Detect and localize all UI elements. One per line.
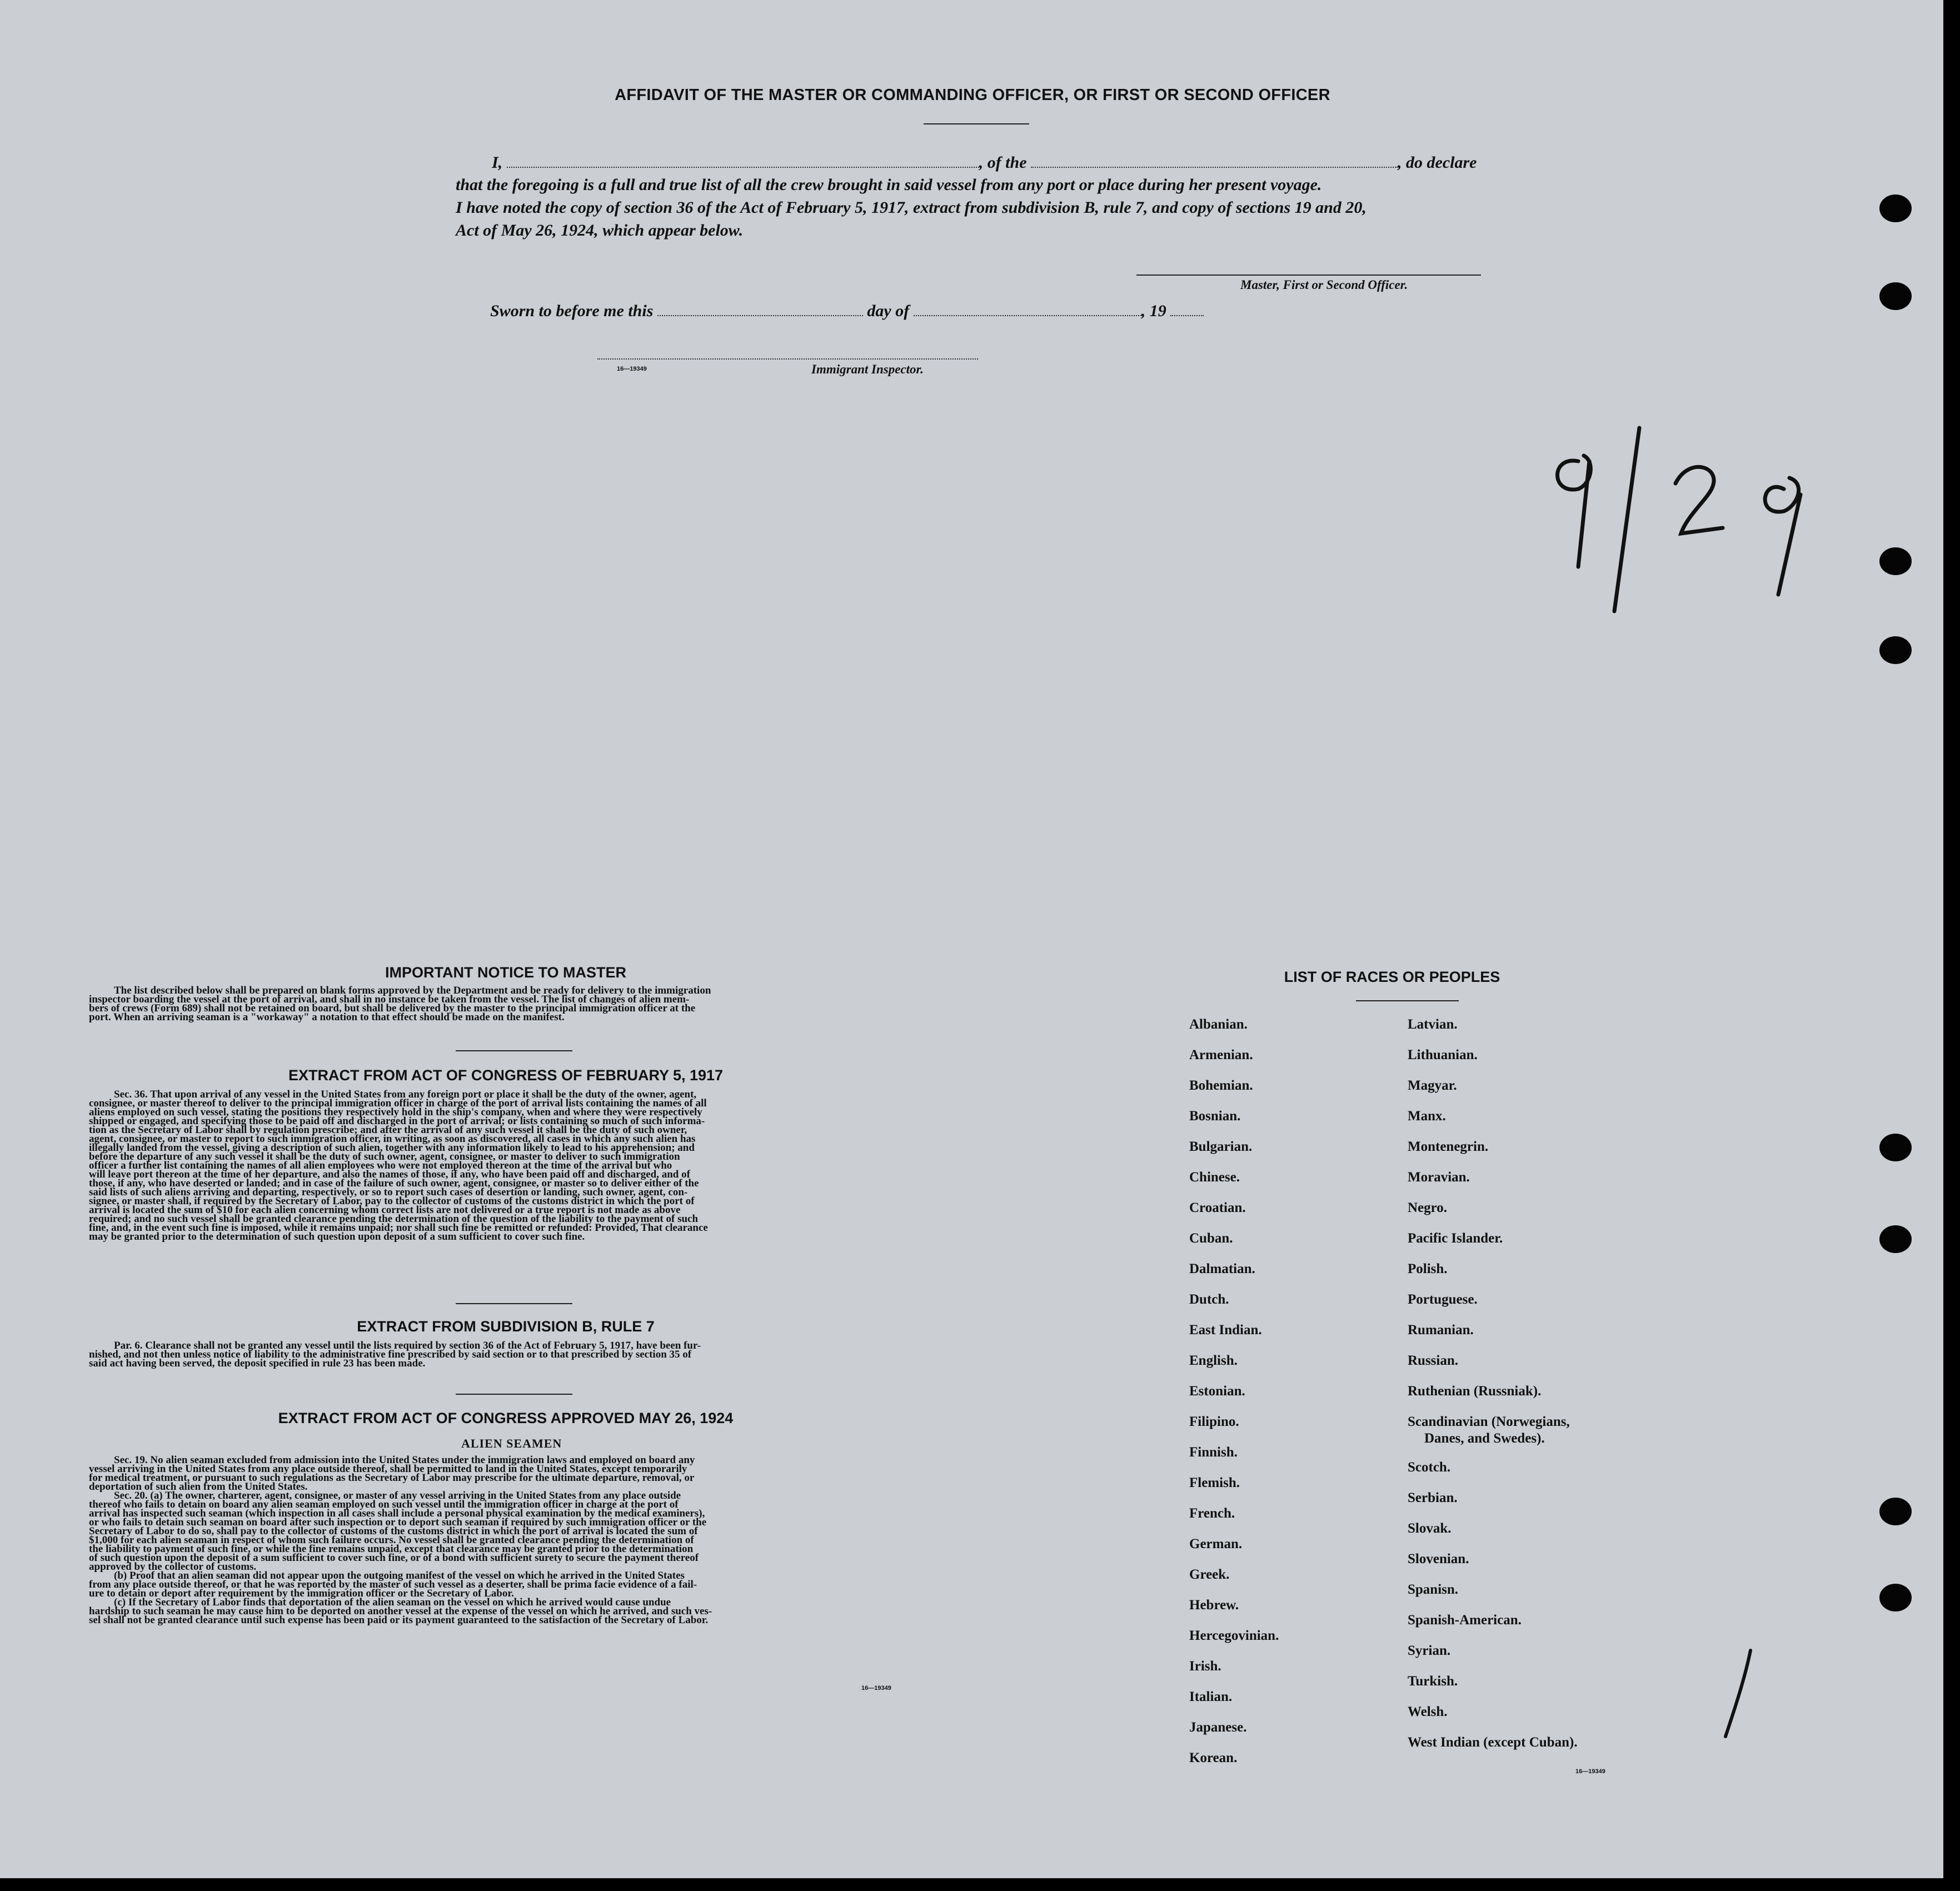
rule7-title: EXTRACT FROM SUBDIVISION B, RULE 7 — [357, 1318, 655, 1335]
master-signature-label: Master, First or Second Officer. — [1240, 278, 1408, 292]
form-number-races: 16—19349 — [1575, 1768, 1605, 1775]
master-signature-line — [1136, 275, 1481, 276]
affidavit-line-1 — [492, 153, 1477, 172]
extract-1924-body — [89, 1456, 914, 1625]
race-item: Hercegovinian. — [1189, 1628, 1279, 1643]
extract-1924-line: the liability to payment of such fine, or while the fine remains unpaid, except that clearance may be granted prior to the determination — [89, 1543, 694, 1555]
race-item: Filipino. — [1189, 1414, 1239, 1429]
extract-1917-line: fine, and, in the event such fine is imposed, while it remains unpaid; nor shall such fine be remitted or refunded: Provided, That clearance — [89, 1222, 708, 1234]
race-item: Albanian. — [1189, 1017, 1248, 1032]
race-item: Finnish. — [1189, 1445, 1238, 1460]
binder-hole — [1879, 547, 1912, 575]
race-item: Italian. — [1189, 1689, 1233, 1704]
vessel-blank — [1031, 153, 1398, 168]
extract-1924-title: EXTRACT FROM ACT OF CONGRESS APPROVED MAY 26, 1924 — [278, 1410, 734, 1426]
binder-hole — [1879, 1498, 1912, 1525]
race-item: Pacific Islander. — [1408, 1231, 1503, 1246]
race-item: Spanish-American. — [1408, 1613, 1522, 1628]
extract-1924-line: or who fails to detain such seaman on board after such inspection or to deport such seaman if required by such immigration officer or the — [89, 1516, 707, 1528]
rule7-line: Par. 6. Clearance shall not be granted any vessel until the lists required by section 36 of the Act of February 5, 1917, have been fur- — [114, 1340, 701, 1351]
extract-1917-line: said lists of such aliens arriving and departing, respectively, or so to report such cases of desertion or landing, such owner, agent, con- — [89, 1186, 688, 1198]
race-item: Scotch. — [1408, 1460, 1451, 1475]
notice-body — [89, 986, 914, 1022]
binder-hole — [1879, 1225, 1912, 1253]
extract-1917-line: officer a further list containing the names of all alien employees who were not employed thereon at the time of the arrival but who — [89, 1160, 672, 1171]
race-item: Spanisn. — [1408, 1582, 1459, 1597]
race-item: Welsh. — [1408, 1704, 1448, 1719]
race-item: German. — [1189, 1536, 1243, 1551]
race-item: Dutch. — [1189, 1292, 1229, 1307]
sworn-a: Sworn to before me this — [490, 302, 654, 320]
race-item: French. — [1189, 1506, 1235, 1521]
extract-1924-line: Sec. 20. (a) The owner, charterer, agent, consignee, or master of any vessel arriving in the United States from any place outside — [114, 1490, 681, 1501]
sworn-line — [490, 302, 1204, 321]
race-item: Montenegrin. — [1408, 1139, 1489, 1154]
race-item: Serbian. — [1408, 1490, 1458, 1505]
extract-1917-line: illegally landed from the vessel, giving a description of such alien, together with any information likely to lead to his apprehension; and — [89, 1142, 695, 1154]
extract-1924-line: vessel arriving in the United States from any place outside thereof, shall be permitted to land in the United States, except temporarily — [89, 1463, 687, 1475]
affidavit-line-4: Act of May 26, 1924, which appear below. — [456, 221, 744, 240]
race-item: Cuban. — [1189, 1231, 1233, 1246]
race-item: Croatian. — [1189, 1200, 1246, 1215]
race-item: Moravian. — [1408, 1170, 1470, 1185]
extract-1917-line: tion as the Secretary of Labor shall by regulation prescribe; and after the arrival of any such vessel it shall be the duty of such owner, — [89, 1124, 687, 1136]
race-item: Korean. — [1189, 1750, 1238, 1765]
rule7-line: said act having been served, the deposit specified in rule 23 has been made. — [89, 1358, 426, 1369]
race-item: Lithuanian. — [1408, 1047, 1478, 1062]
extract-1917-line: arrival is located the sum of $10 for each alien concerning whom correct lists are not delivered or a true report is not made as above — [89, 1204, 681, 1216]
extract-1924-line: hardship to such seaman he may cause him to be deported on another vessel at the expense of the vessel on which he arrived, and such ves- — [89, 1605, 712, 1617]
extract-1917-line: agent, consignee, or master to report to such immigration officer, in writing, as soon as discovered, all cases in which any such alien has — [89, 1133, 696, 1145]
divider — [456, 1050, 572, 1051]
year-blank — [1170, 302, 1204, 316]
race-item: Flemish. — [1189, 1475, 1240, 1490]
race-item: Bohemian. — [1189, 1078, 1253, 1093]
extract-1917-line: those, if any, who have deserted or landed; and in case of the failure of such owner, agent, consignee, or master so to deliver either of the — [89, 1177, 699, 1189]
notice-line: inspector boarding the vessel at the port of arrival, and shall in no instance be taken from the vessel. The list of changes of alien mem- — [89, 994, 690, 1005]
race-item: Hebrew. — [1189, 1598, 1239, 1613]
month-blank — [914, 302, 1141, 316]
divider — [456, 1303, 572, 1304]
extract-1917-line: shipped or engaged, and specifying those to be paid off and discharged in the port of arrival; or lists containing so much of such informa- — [89, 1115, 705, 1127]
affidavit-line1-a: I, — [492, 153, 503, 172]
race-item: Scandinavian (Norwegians, — [1408, 1414, 1570, 1429]
extract-1917-line: may be granted prior to the determination of such question upon deposit of a sum sufficient to cover such fine. — [89, 1231, 585, 1243]
extract-1924-line: (b) Proof that an alien seaman did not appear upon the outgoing manifest of the vessel on which he arrived in the United States — [114, 1570, 685, 1581]
race-item: Bosnian. — [1189, 1109, 1241, 1124]
race-item: Turkish. — [1408, 1674, 1458, 1689]
race-item: Syrian. — [1408, 1643, 1451, 1658]
race-item: Irish. — [1189, 1659, 1221, 1674]
race-item: Chinese. — [1189, 1170, 1240, 1185]
race-item: Russian. — [1408, 1353, 1459, 1368]
race-item: Japanese. — [1189, 1720, 1247, 1735]
race-item: Danes, and Swedes). — [1424, 1431, 1545, 1446]
rule7-line: nished, and not then unless notice of liability to the administrative fine prescribed by said section or to that prescribed by section 35 of — [89, 1349, 692, 1360]
extract-1917-line: consignee, or master thereof to deliver to the principal immigration officer in charge of the port of arrival lists containing the names of all — [89, 1097, 707, 1109]
race-item: Estonian. — [1189, 1384, 1245, 1399]
race-item: Bulgarian. — [1189, 1139, 1253, 1154]
extract-1924-line: Sec. 19. No alien seaman excluded from admission into the United States under the immigration laws and employed on board any — [114, 1454, 695, 1466]
extract-1917-line: before the departure of any such vessel it shall be the duty of such owner, agent, consignee, or master to deliver to such immigration — [89, 1151, 680, 1162]
race-item: Ruthenian (Russniak). — [1408, 1384, 1542, 1399]
form-number-top: 16—19349 — [617, 366, 647, 372]
races-title-underline — [1356, 1000, 1459, 1001]
scan-border-right — [1943, 0, 1960, 1891]
extract-1917-body — [89, 1090, 914, 1241]
race-item: Armenian. — [1189, 1047, 1253, 1062]
sworn-c: , 19 — [1141, 302, 1166, 320]
extract-1917-title: EXTRACT FROM ACT OF CONGRESS OF FEBRUARY 5, 1917 — [288, 1067, 724, 1084]
extract-1917-line: aliens employed on such vessel, stating the positions they respectively hold in the ship's company, when and where they were respectively — [89, 1106, 702, 1118]
binder-hole — [1879, 1584, 1912, 1611]
race-item: East Indian. — [1189, 1323, 1262, 1338]
races-title: LIST OF RACES OR PEOPLES — [1284, 969, 1500, 985]
binder-hole — [1879, 282, 1912, 310]
extract-1917-line: required; and no such vessel shall be granted clearance pending the determination of the question of the liability to the payment of such — [89, 1213, 699, 1225]
extract-1924-line: arrival has inspected such seaman (which inspection in all cases shall include a personal physical examination by the medical examiners), — [89, 1508, 705, 1519]
extract-1924-line: ure to detain or deport after requirement by the immigration officer or the Secretary of Labor. — [89, 1588, 514, 1599]
race-item: Rumanian. — [1408, 1323, 1474, 1338]
extract-1924-line: $1,000 for each alien seaman in respect of whom such failure occurs. No vessel shall be granted clearance pending the determination of — [89, 1534, 694, 1546]
affidavit-title: AFFIDAVIT OF THE MASTER OR COMMANDING OFFICER, OR FIRST OR SECOND OFFICER — [615, 86, 1330, 104]
extract-1924-line: from any place outside thereof, or that he was reported by the master of such vessel as a deserter, shall be prima facie evidence of a fail- — [89, 1579, 697, 1590]
race-item: Latvian. — [1408, 1017, 1458, 1032]
rule7-body — [89, 1341, 914, 1368]
inspector-label: Immigrant Inspector. — [811, 362, 924, 376]
race-item: Dalmatian. — [1189, 1261, 1255, 1276]
extract-1924-line: sel shall not be granted clearance until such expense has been paid or its payment guaranteed to the satisfaction of the Secretary of Labor. — [89, 1614, 709, 1626]
race-item: Portuguese. — [1408, 1292, 1478, 1307]
race-item: Manx. — [1408, 1109, 1446, 1124]
extract-1924-line: deportation of such alien from the United States. — [89, 1481, 308, 1493]
extract-1924-line: approved by the collector of customs. — [89, 1561, 257, 1573]
race-item: Magyar. — [1408, 1078, 1457, 1093]
notice-title: IMPORTANT NOTICE TO MASTER — [385, 964, 626, 981]
extract-1924-line: of such question upon the deposit of a sum sufficient to cover such fine, or of a bond with sufficient surety to secure the payment thereof — [89, 1552, 699, 1564]
affidavit-line-3: I have noted the copy of section 36 of the Act of February 5, 1917, extract from subdivision B, rule 7, and copy of sections 19 and 20, — [456, 198, 1366, 217]
name-blank — [507, 153, 979, 168]
sworn-b: day of — [867, 302, 910, 320]
handwritten-mark — [1717, 1645, 1762, 1745]
affidavit-line-2: that the foregoing is a full and true list of all the crew brought in said vessel from any port or place during her present voyage. — [456, 176, 1322, 194]
handwritten-date — [1545, 422, 1856, 622]
race-item: Polish. — [1408, 1261, 1448, 1276]
binder-hole — [1879, 1134, 1912, 1161]
extract-1917-line: signee, or master shall, if required by the Secretary of Labor, pay to the collector of customs of the customs district in which the port of — [89, 1195, 695, 1207]
extract-1917-line: will leave port thereon at the time of her departure, and also the names of those, if any, who have been paid off and discharged, and of — [89, 1169, 690, 1180]
races-column-2 — [1408, 1017, 1578, 1765]
alien-seamen-subtitle: ALIEN SEAMEN — [461, 1436, 562, 1450]
race-item: Greek. — [1189, 1567, 1230, 1582]
race-item: Negro. — [1408, 1200, 1448, 1215]
extract-1924-line: Secretary of Labor to do so, shall pay to the collector of customs of the customs district in which the port of arrival is located the sum of — [89, 1525, 698, 1537]
form-number-extract: 16—19349 — [861, 1685, 891, 1692]
title-underline — [924, 123, 1029, 124]
binder-hole — [1879, 194, 1912, 222]
extract-1924-line: (c) If the Secretary of Labor finds that deportation of the alien seaman on the vessel on which he arrived would cause undue — [114, 1596, 671, 1608]
divider — [456, 1394, 572, 1395]
day-blank — [657, 302, 863, 316]
race-item: Slovenian. — [1408, 1551, 1469, 1566]
binder-hole — [1879, 636, 1912, 664]
extract-1924-line: thereof who fails to detain on board any alien seaman employed on such vessel until the immigration officer in charge at the port of — [89, 1499, 679, 1510]
affidavit-line1-b: , of the — [979, 153, 1027, 172]
race-item: Slovak. — [1408, 1521, 1452, 1536]
race-item: West Indian (except Cuban). — [1408, 1735, 1578, 1750]
scan-border-bottom — [0, 1878, 1960, 1891]
inspector-signature-line — [597, 358, 978, 360]
extract-1924-line: for medical treatment, or pursuant to such regulations as the Secretary of Labor may prescribe for the ultimate departure, removal, or — [89, 1472, 695, 1484]
race-item: English. — [1189, 1353, 1238, 1368]
notice-line: bers of crews (Form 689) shall not be retained on board, but shall be delivered by the master to the principal immigration officer at the — [89, 1002, 696, 1014]
affidavit-line1-c: , do declare — [1398, 153, 1477, 172]
notice-line: port. When an arriving seaman is a "workaway" a notation to that effect should be made on the manifest. — [89, 1011, 565, 1023]
extract-1917-line: Sec. 36. That upon arrival of any vessel in the United States from any foreign port or place it shall be the duty of the owner, agent, — [114, 1089, 697, 1100]
notice-line: The list described below shall be prepared on blank forms approved by the Department and be ready for delivery to the immigration — [114, 985, 711, 996]
races-column-1 — [1189, 1017, 1279, 1781]
